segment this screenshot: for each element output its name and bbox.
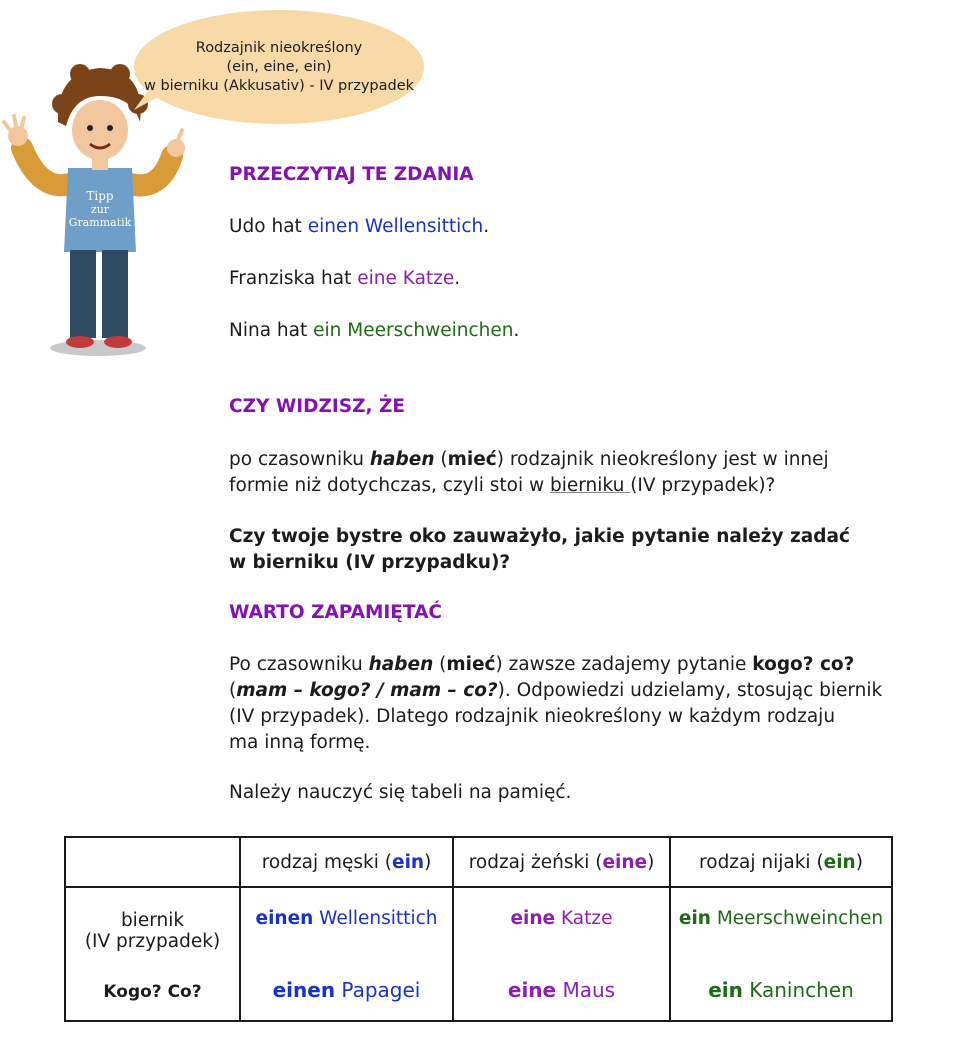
text-haben-2: haben — [368, 654, 434, 675]
text-formie: formie niż dotychczas, czyli stoi w — [229, 475, 551, 496]
table-header-empty — [65, 837, 240, 887]
masculine-noun-2: Papagei — [335, 978, 421, 1002]
header-masculine-close: ) — [424, 851, 432, 873]
header-feminine-article: eine — [602, 851, 648, 873]
section-remember — [229, 600, 889, 626]
neuter-example-2 — [671, 978, 891, 1002]
question-line-2: w bierniku (IV przypadku)? — [229, 552, 511, 573]
feminine-noun-2: Maus — [556, 978, 616, 1002]
sentence-nina-end: . — [513, 320, 520, 341]
row-label-kogo-co: Kogo? Co? — [103, 982, 202, 1002]
feminine-article-1: eine — [510, 908, 556, 929]
sentence-franziska-start: Franziska hat — [229, 268, 358, 289]
paragraph-haben-explanation — [229, 447, 889, 499]
row-label-iv-przypadek: (IV przypadek) — [84, 931, 221, 952]
text-po-czasowniku: po czasowniku — [229, 449, 370, 470]
text-miec-2: mieć — [446, 654, 496, 675]
sentence-franziska-highlight: eine Katze — [357, 268, 455, 289]
heading-czy-widzisz: CZY WIDZISZ, ŻE — [229, 396, 406, 417]
paragraph-line-1 — [229, 447, 889, 473]
sentence-franziska-end: . — [454, 268, 461, 289]
sentence-nina-highlight: ein Meerschweinchen — [313, 320, 514, 341]
neuter-noun-1: Meerschweinchen — [710, 908, 884, 929]
question-paragraph — [229, 524, 889, 576]
table-header-masculine — [240, 837, 453, 887]
section-read-sentences — [229, 162, 889, 188]
shirt-text-zur: zur — [90, 203, 110, 216]
feminine-noun-1: Katze — [555, 908, 613, 929]
paragraph-remember — [229, 652, 889, 756]
remember-line-3: (IV przypadek). Dlatego rodzajnik nieokreślony w każdym rodzaju — [229, 706, 836, 727]
masculine-noun-1: Wellensittich — [313, 908, 438, 929]
sentence-nina — [229, 318, 889, 344]
feminine-example-1 — [454, 908, 669, 929]
header-feminine-label: rodzaj żeński ( — [468, 851, 603, 873]
text-bierniku: bierniku — [550, 475, 631, 496]
neuter-article-1: ein — [678, 908, 711, 929]
text-paren-open-2: ( — [433, 654, 447, 675]
bubble-line-3: w bierniku (Akkusativ) - IV przypadek — [143, 77, 415, 94]
text-po-czasowniku-2: Po czasowniku — [229, 654, 369, 675]
feminine-example-2 — [454, 978, 669, 1002]
remember-line-1 — [229, 652, 889, 678]
sentence-udo — [229, 214, 889, 240]
row-label-biernik: biernik — [120, 910, 185, 931]
note-learn-table — [229, 780, 889, 806]
neuter-example-1 — [671, 908, 891, 929]
article-table — [64, 836, 893, 1022]
text-rodzajnik-rest: ) rodzajnik nieokreślony jest w innej — [496, 449, 829, 470]
table-row-label — [65, 887, 240, 1021]
neuter-noun-2: Kaninchen — [742, 978, 854, 1002]
sentence-nina-start: Nina hat — [229, 320, 314, 341]
text-kogo-co: kogo? co? — [752, 654, 855, 675]
remember-line-2 — [229, 678, 889, 704]
table-cell-neuter — [670, 887, 892, 1021]
remember-line-4: ma inną formę. — [229, 732, 371, 753]
sentence-franziska — [229, 266, 889, 292]
shirt-text-tipp: Tipp — [86, 189, 114, 203]
text-iv-przypadek: (IV przypadek)? — [630, 475, 776, 496]
masculine-example-2 — [241, 978, 452, 1002]
paragraph-line-2 — [229, 473, 889, 499]
masculine-article-2: einen — [272, 978, 336, 1002]
table-header-row — [65, 837, 892, 887]
section-do-you-see — [229, 394, 889, 420]
table-header-feminine — [453, 837, 670, 887]
text-miec: mieć — [447, 449, 497, 470]
text-zawsze: ) zawsze zadajemy pytanie — [495, 654, 753, 675]
question-line-1: Czy twoje bystre oko zauważyło, jakie pytanie należy zadać — [229, 526, 850, 547]
bubble-line-1: Rodzajnik nieokreślony — [195, 39, 363, 56]
heading-warto-zapamietac: WARTO ZAPAMIĘTAĆ — [229, 602, 443, 623]
header-masculine-label: rodzaj męski ( — [261, 851, 393, 873]
bubble-line-2: (ein, eine, ein) — [226, 58, 332, 75]
neuter-article-2: ein — [708, 978, 743, 1002]
text-paren-open-3: ( — [229, 680, 237, 701]
masculine-article-1: einen — [255, 908, 314, 929]
table-cell-masculine — [240, 887, 453, 1021]
feminine-article-2: eine — [507, 978, 557, 1002]
text-mam-kogo: mam – kogo? / mam – co? — [236, 680, 498, 701]
sentence-udo-highlight: einen Wellensittich — [307, 216, 484, 237]
heading-przeczytaj: PRZECZYTAJ TE ZDANIA — [229, 164, 474, 185]
header-neuter-article: ein — [823, 851, 856, 873]
header-neuter-close: ) — [855, 851, 863, 873]
text-nalezy-nauczyc: Należy nauczyć się tabeli na pamięć. — [229, 782, 572, 803]
text-odpowiedzi: ). Odpowiedzi udzielamy, stosując biernik — [497, 680, 883, 701]
shirt-text-grammatik: Grammatik — [68, 216, 132, 229]
text-haben: haben — [369, 449, 435, 470]
table-cell-feminine — [453, 887, 670, 1021]
header-masculine-article: ein — [392, 851, 425, 873]
header-neuter-label: rodzaj nijaki ( — [699, 851, 824, 873]
masculine-example-1 — [241, 908, 452, 929]
sentence-udo-start: Udo hat — [229, 216, 308, 237]
header-feminine-close: ) — [647, 851, 655, 873]
sentence-udo-end: . — [483, 216, 490, 237]
text-paren-open: ( — [434, 449, 448, 470]
table-header-neuter — [670, 837, 892, 887]
speech-bubble — [134, 10, 424, 124]
table-row — [65, 887, 892, 1021]
